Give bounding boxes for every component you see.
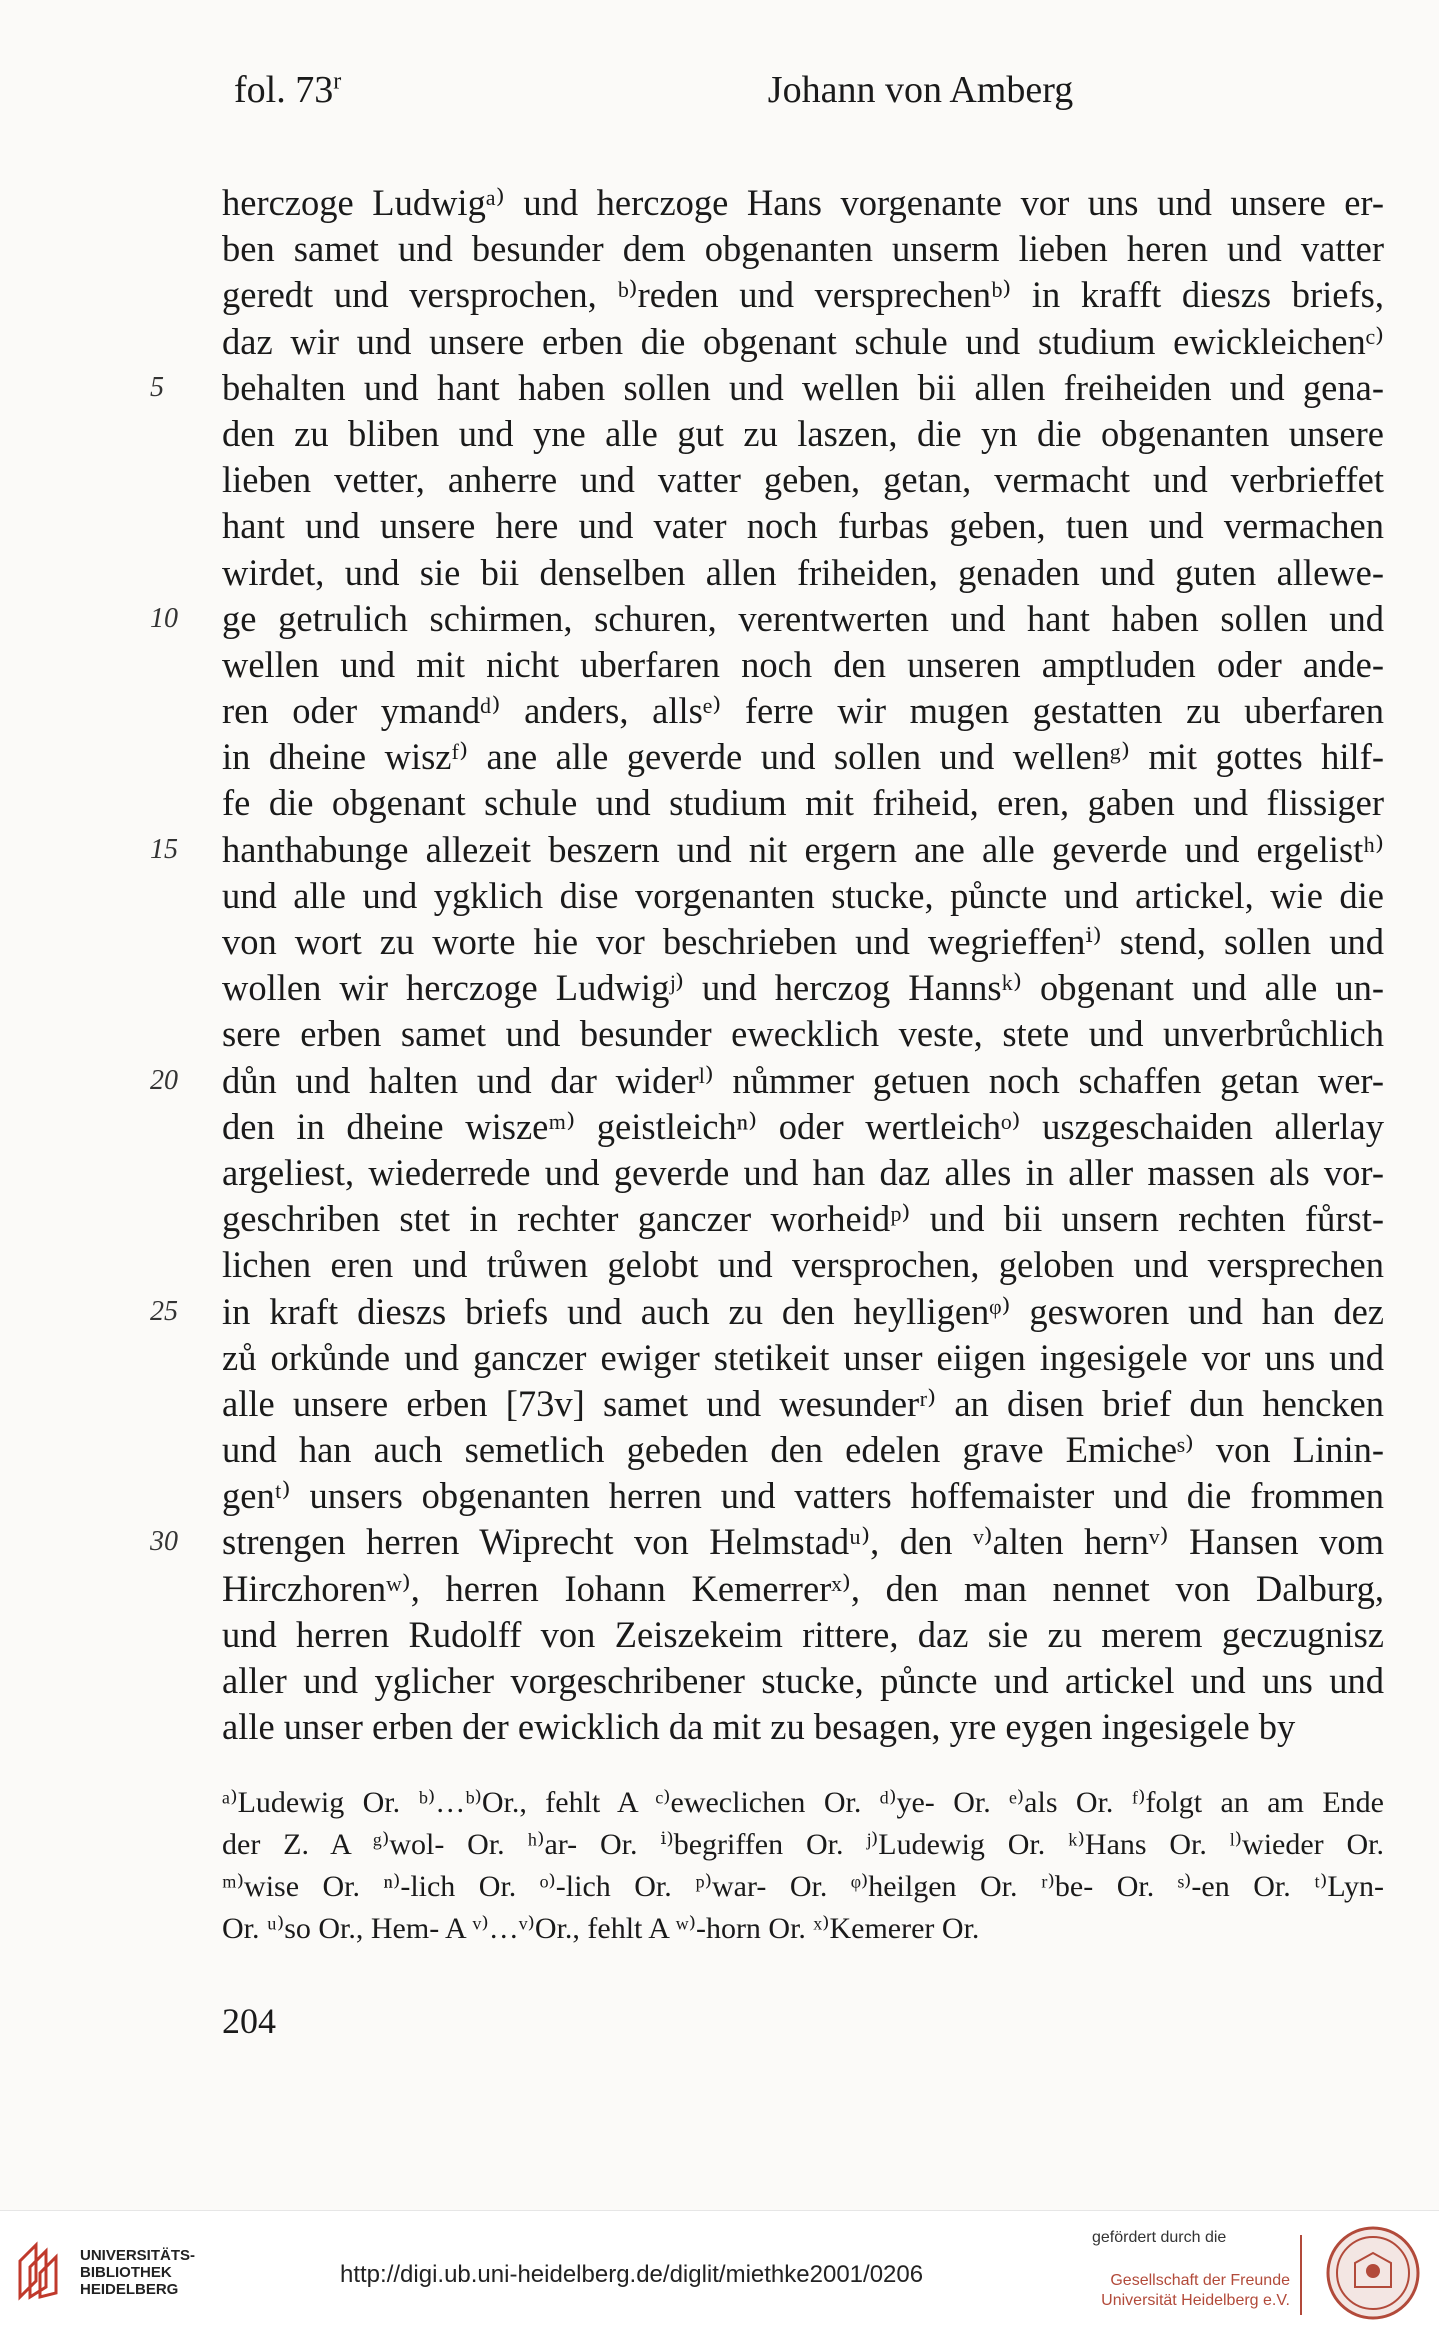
running-head-title: Johann von Amberg	[767, 69, 1074, 111]
text-line	[222, 457, 1384, 503]
text-line	[222, 780, 1384, 826]
line-text: wirdet, und sie bii denselben allen friheiden, genaden und guten allewe-	[222, 551, 1384, 593]
running-head	[222, 68, 1369, 118]
university-seal-icon	[1325, 2225, 1421, 2321]
text-line	[222, 226, 1384, 272]
text-line	[222, 319, 1384, 365]
line-number: 30	[150, 1526, 178, 1558]
line-text: geredt und versprochen, ᵇ⁾reden und versprechenᵇ⁾ in krafft dieszs briefs,	[222, 274, 1384, 316]
line-text: genᵗ⁾ unsers obgenanten herren und vatters hoffemaister und die frommen	[222, 1475, 1384, 1517]
text-line	[222, 1612, 1384, 1658]
sponsor-name: Gesellschaft der Freunde Universität Heidelberg e.V.	[1101, 2272, 1290, 2309]
line-text: herczoge Ludwigᵃ⁾ und herczoge Hans vorgenante vor uns und unsere er-	[222, 182, 1384, 223]
text-line	[222, 1566, 1384, 1612]
line-text: in dheine wiszᶠ⁾ ane alle geverde und sollen und wellenᵍ⁾ mit gottes hilf-	[222, 736, 1384, 778]
text-line	[222, 965, 1384, 1011]
text-line	[222, 1196, 1384, 1242]
line-text: und alle und ygklich dise vorgenanten stucke, půncte und artickel, wie die	[222, 874, 1384, 916]
line-text: von wort zu worte hie vor beschrieben und wegrieffenⁱ⁾ stend, sollen und	[222, 921, 1384, 962]
folio-label: fol. 73$^r$	[234, 68, 342, 111]
line-text: ren oder ymandᵈ⁾ anders, allsᵉ⁾ ferre wir mugen gestatten zu uberfaren	[222, 690, 1384, 732]
line-number: 5	[150, 371, 164, 403]
text-line	[150, 365, 1384, 411]
text-line	[222, 411, 1384, 457]
line-text: sere erben samet und besunder ewecklich veste, stete und unverbrůchlich	[222, 1013, 1384, 1055]
footnote-line: ᵃ⁾Ludewig Or. ᵇ⁾…ᵇ⁾Or., fehlt A ᶜ⁾eweclichen Or. ᵈ⁾ye- Or. ᵉ⁾als Or. ᶠ⁾folgt an am Ende	[222, 1786, 1384, 1819]
viewer-footer	[0, 2210, 1439, 2330]
line-text: daz wir und unsere erben die obgenant schule und studium ewickleichenᶜ⁾	[222, 320, 1384, 362]
line-text: lichen eren und trůwen gelobt und versprochen, geloben und versprechen	[222, 1244, 1384, 1286]
text-line	[222, 1704, 1384, 1750]
text-line	[222, 272, 1384, 318]
line-text: argeliest, wiederrede und geverde und han daz alles in aller massen als vor-	[222, 1151, 1384, 1193]
page-number: 204	[222, 2001, 276, 2041]
line-number: 20	[150, 1064, 178, 1096]
line-text: ben samet und besunder dem obgenanten unserm lieben heren und vatter	[222, 228, 1384, 270]
text-line	[222, 734, 1384, 780]
text-line	[222, 642, 1384, 688]
line-text: den zu bliben und yne alle gut zu laszen, die yn die obgenanten unsere	[222, 412, 1384, 454]
line-text: důn und halten und dar widerˡ⁾ nůmmer getuen noch schaffen getan wer-	[222, 1059, 1384, 1101]
text-line	[222, 1658, 1384, 1704]
text-line	[222, 1104, 1384, 1150]
text-line	[150, 1058, 1384, 1104]
text-line	[222, 688, 1384, 734]
line-text: Hirczhorenʷ⁾, herren Iohann Kemerrerˣ⁾, den man nennet von Dalburg,	[222, 1567, 1384, 1609]
text-line	[150, 1289, 1384, 1335]
body-text	[150, 180, 1384, 1750]
university-library-logo-text: UNIVERSITÄTS- BIBLIOTHEK HEIDELBERG	[80, 2247, 196, 2298]
text-line	[150, 827, 1384, 873]
line-number: 15	[150, 833, 178, 865]
line-number: 25	[150, 1295, 178, 1327]
text-line	[222, 1381, 1384, 1427]
sponsor-caption: gefördert durch die	[1092, 2229, 1227, 2246]
text-line	[222, 919, 1384, 965]
footnotes	[222, 1782, 1384, 1950]
text-line	[150, 1519, 1384, 1565]
line-text: in kraft dieszs briefs und auch zu den heylligenᵠ⁾ gesworen und han dez	[222, 1290, 1384, 1332]
text-line	[222, 1150, 1384, 1196]
line-text: hant und unsere here und vater noch furbas geben, tuen und vermachen	[222, 505, 1384, 547]
line-text: behalten und hant haben sollen und wellen bii allen freiheiden und gena-	[222, 366, 1384, 408]
line-text: und herren Rudolff von Zeiszekeim rittere, daz sie zu merem geczugnisz	[222, 1613, 1384, 1655]
text-line	[222, 1242, 1384, 1288]
line-text: strengen herren Wiprecht von Helmstadᵘ⁾, den ᵛ⁾alten hernᵛ⁾ Hansen vom	[222, 1521, 1384, 1563]
text-line	[222, 873, 1384, 919]
text-line	[222, 1335, 1384, 1381]
text-line	[222, 550, 1384, 596]
text-line	[150, 596, 1384, 642]
line-text: lieben vetter, anherre und vatter geben, getan, vermacht und verbrieffet	[222, 459, 1384, 501]
text-line	[222, 1473, 1384, 1519]
line-text: alle unsere erben [73v] samet und wesunderʳ⁾ an disen brief dun hencken	[222, 1382, 1384, 1424]
sponsor-divider	[1300, 2235, 1302, 2315]
line-text: geschriben stet in rechter ganczer worheidᵖ⁾ und bii unsern rechten fůrst-	[222, 1198, 1384, 1240]
footnote-line: ᵐ⁾wise Or. ⁿ⁾-lich Or. ᵒ⁾-lich Or. ᵖ⁾war- Or. ᵠ⁾heilgen Or. ʳ⁾be- Or. ˢ⁾-en Or. ᵗ⁾Lyn-	[222, 1870, 1384, 1903]
footnote-line: Or. ᵘ⁾so Or., Hem- A ᵛ⁾…ᵛ⁾Or., fehlt A ʷ⁾-horn Or. ˣ⁾Kemerer Or.	[222, 1912, 980, 1945]
line-text: wollen wir herczoge Ludwigʲ⁾ und herczog Hannsᵏ⁾ obgenant und alle un-	[222, 967, 1384, 1009]
line-text: fe die obgenant schule und studium mit friheid, eren, gaben und flissiger	[222, 782, 1384, 824]
text-line	[222, 503, 1384, 549]
line-text: den in dheine wiszeᵐ⁾ geistleichⁿ⁾ oder wertleichᵒ⁾ uszgeschaiden allerlay	[222, 1105, 1384, 1147]
line-text: alle unser erben der ewicklich da mit zu besagen, yre eygen ingesigele by	[222, 1706, 1296, 1748]
university-library-logo-icon	[14, 2241, 70, 2301]
text-line	[222, 1011, 1384, 1057]
footnote-line: der Z. A ᵍ⁾wol- Or. ʰ⁾ar- Or. ⁱ⁾begriffen Or. ʲ⁾Ludewig Or. ᵏ⁾Hans Or. ˡ⁾wieder Or.	[222, 1828, 1384, 1861]
text-line	[222, 1427, 1384, 1473]
line-text: zů orkůnde und ganczer ewiger stetikeit unser eiigen ingesigele vor uns und	[222, 1336, 1384, 1378]
text-line	[222, 180, 1384, 226]
line-text: ge getrulich schirmen, schuren, verentwerten und hant haben sollen und	[222, 597, 1384, 639]
line-text: wellen und mit nicht uberfaren noch den unseren amptluden oder ande-	[222, 643, 1384, 685]
line-text: und han auch semetlich gebeden den edelen grave Emicheˢ⁾ von Linin-	[222, 1429, 1384, 1471]
line-text: aller und yglicher vorgeschribener stucke, půncte und artickel und uns und	[222, 1660, 1384, 1701]
permalink-url[interactable]: http://digi.ub.uni-heidelberg.de/diglit/miethke2001/0206	[340, 2261, 924, 2288]
line-text: hanthabunge allezeit beszern und nit ergern ane alle geverde und ergelistʰ⁾	[222, 828, 1384, 870]
line-number: 10	[150, 602, 178, 634]
